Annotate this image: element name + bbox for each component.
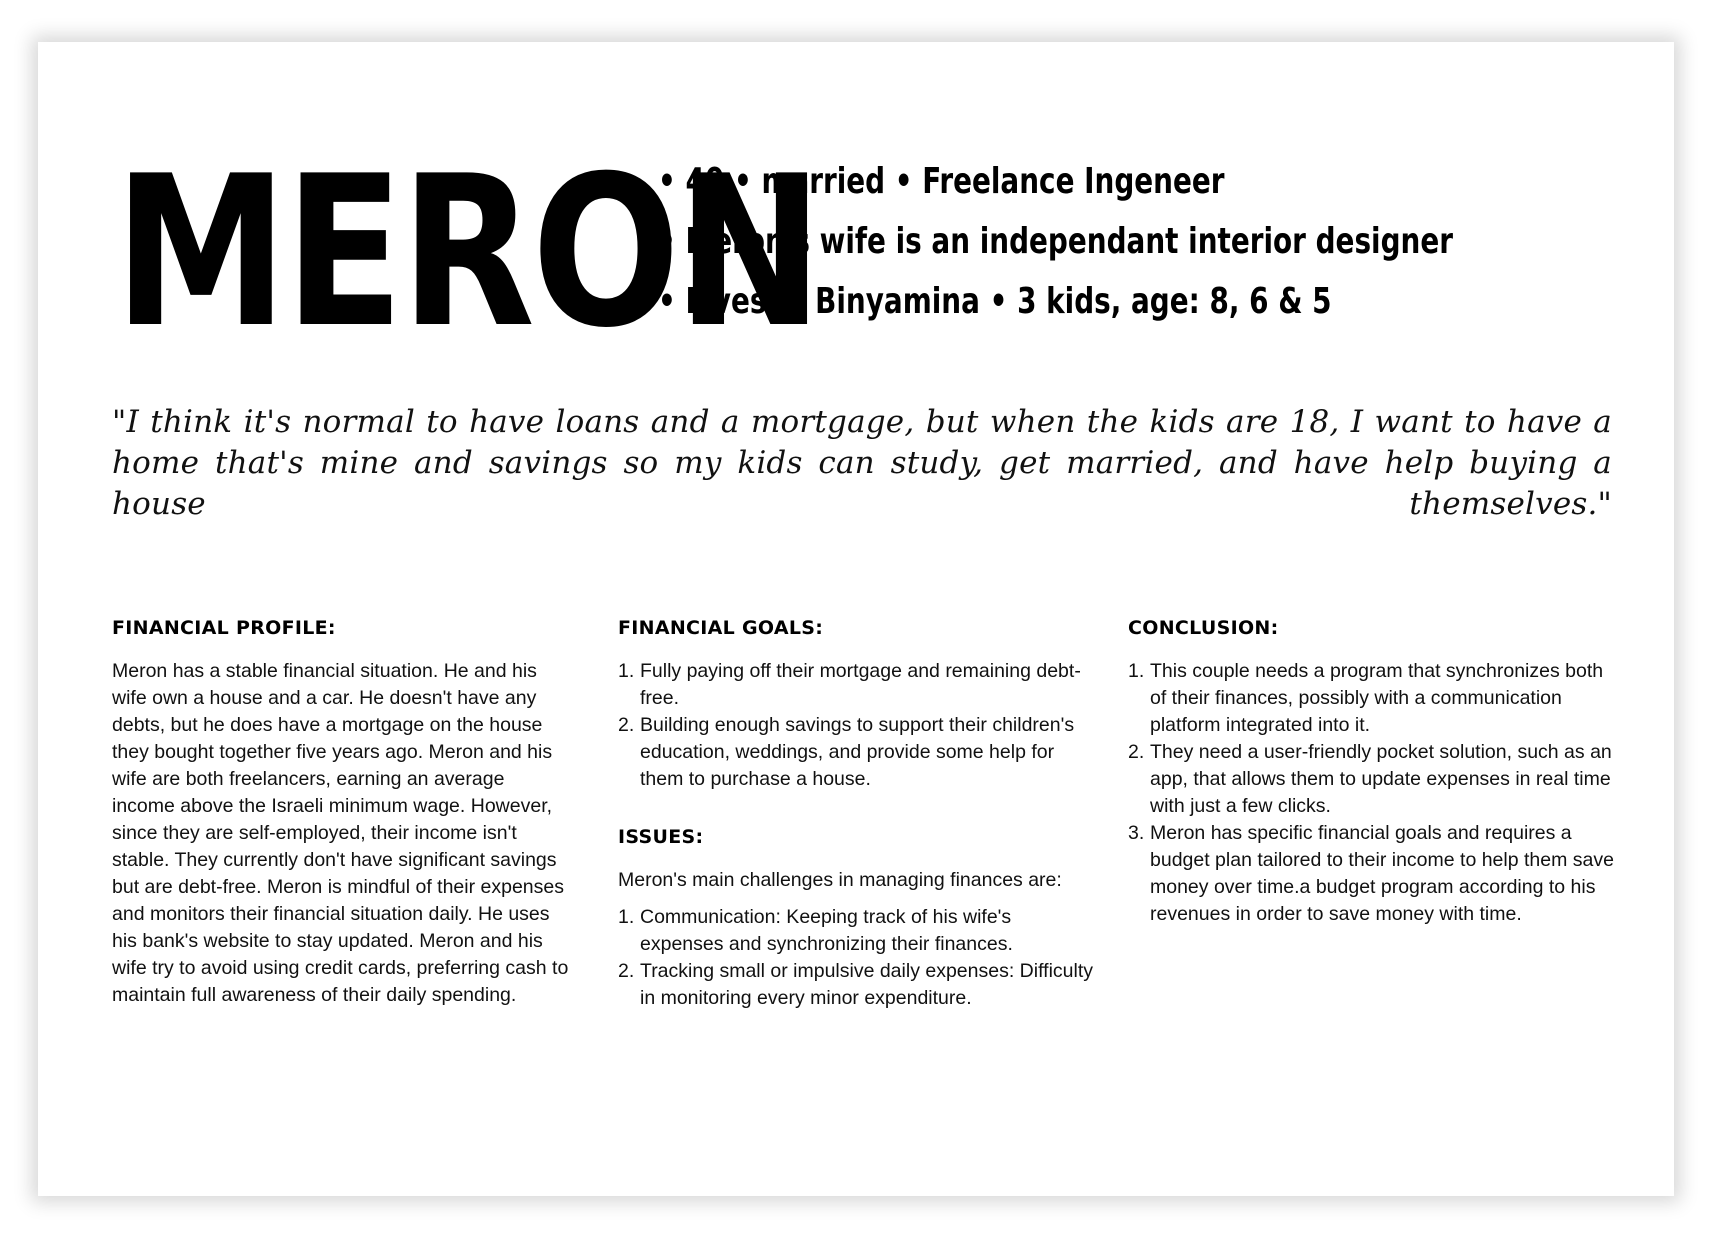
conclusion-heading: CONCLUSION: [1128,617,1279,639]
persona-facts [658,152,1638,332]
list-item [1128,820,1618,928]
list-number: 1. [1128,660,1145,682]
persona-quote: "I think it's normal to have loans and a mortgage, but when the kids are 18, I want to have a home that's mine and savings so my kids can study, get married, and have help buying a house themselves." [112,404,1612,522]
list-number: 1. [618,906,635,928]
conclusion-section [1128,616,1618,928]
list-item [618,712,1098,793]
financial-profile-heading: FINANCIAL PROFILE: [112,617,336,639]
financial-profile-section [112,616,572,1009]
list-number: 2. [618,960,635,982]
fact-item: • Meron's wife is an independant interior designer [658,221,1453,262]
issues-heading: ISSUES: [618,826,704,848]
persona-name: MERON [114,132,820,374]
list-item [1128,658,1618,739]
list-number: 2. [1128,741,1145,763]
list-number: 3. [1128,822,1145,844]
financial-goals-list [618,658,1098,793]
fact-item: • Lives in Binyamina • 3 kids, age: 8, 6 & 5 [658,281,1332,322]
list-item-text: Communication: Keeping track of his wife's expenses and synchronizing their finances. [640,906,1013,955]
list-item [618,658,1098,712]
list-item-text: Tracking small or impulsive daily expenses: Difficulty in monitoring every minor expenditure. [640,960,1093,1009]
fact-item: • 40 • married • Freelance Ingeneer [658,161,1225,202]
conclusion-list [1128,658,1618,928]
list-item-text: Meron has specific financial goals and requires a budget plan tailored to their income to help them save money over time.a budget program according to his revenues in order to save money with time. [1150,822,1614,925]
financial-goals-section [618,616,1098,1012]
list-item [1128,739,1618,820]
list-number: 1. [618,660,635,682]
financial-profile-text: Meron has a stable financial situation. He and his wife own a house and a car. He doesn't have any debts, but he does have a mortgage on the house they bought together five years ago. Meron and his wife are both freelancers, earning an average income above the Israeli minimum wage. However, since they are self-employed, their income isn't stable. They currently don't have significant savings but are debt-free. Meron is mindful of their expenses and monitors their financial situation daily. He uses his bank's website to stay updated. Meron and his wife try to avoid using credit cards, preferring cash to maintain full awareness of their daily spending. [112,660,569,1006]
issues-intro: Meron's main challenges in managing finances are: [618,869,1062,891]
list-item-text: They need a user-friendly pocket solution, such as an app, that allows them to update expenses in real time with just a few clicks. [1150,741,1612,817]
financial-goals-heading: FINANCIAL GOALS: [618,617,824,639]
persona-card [38,42,1674,1196]
list-item [618,958,1098,1012]
list-item-text: Fully paying off their mortgage and remaining debt-free. [640,660,1081,709]
list-number: 2. [618,714,635,736]
list-item [618,904,1098,958]
issues-list [618,904,1098,1012]
list-item-text: This couple needs a program that synchronizes both of their finances, possibly with a communication platform integrated into it. [1150,660,1604,736]
list-item-text: Building enough savings to support their children's education, weddings, and provide some help for them to purchase a house. [640,714,1075,790]
